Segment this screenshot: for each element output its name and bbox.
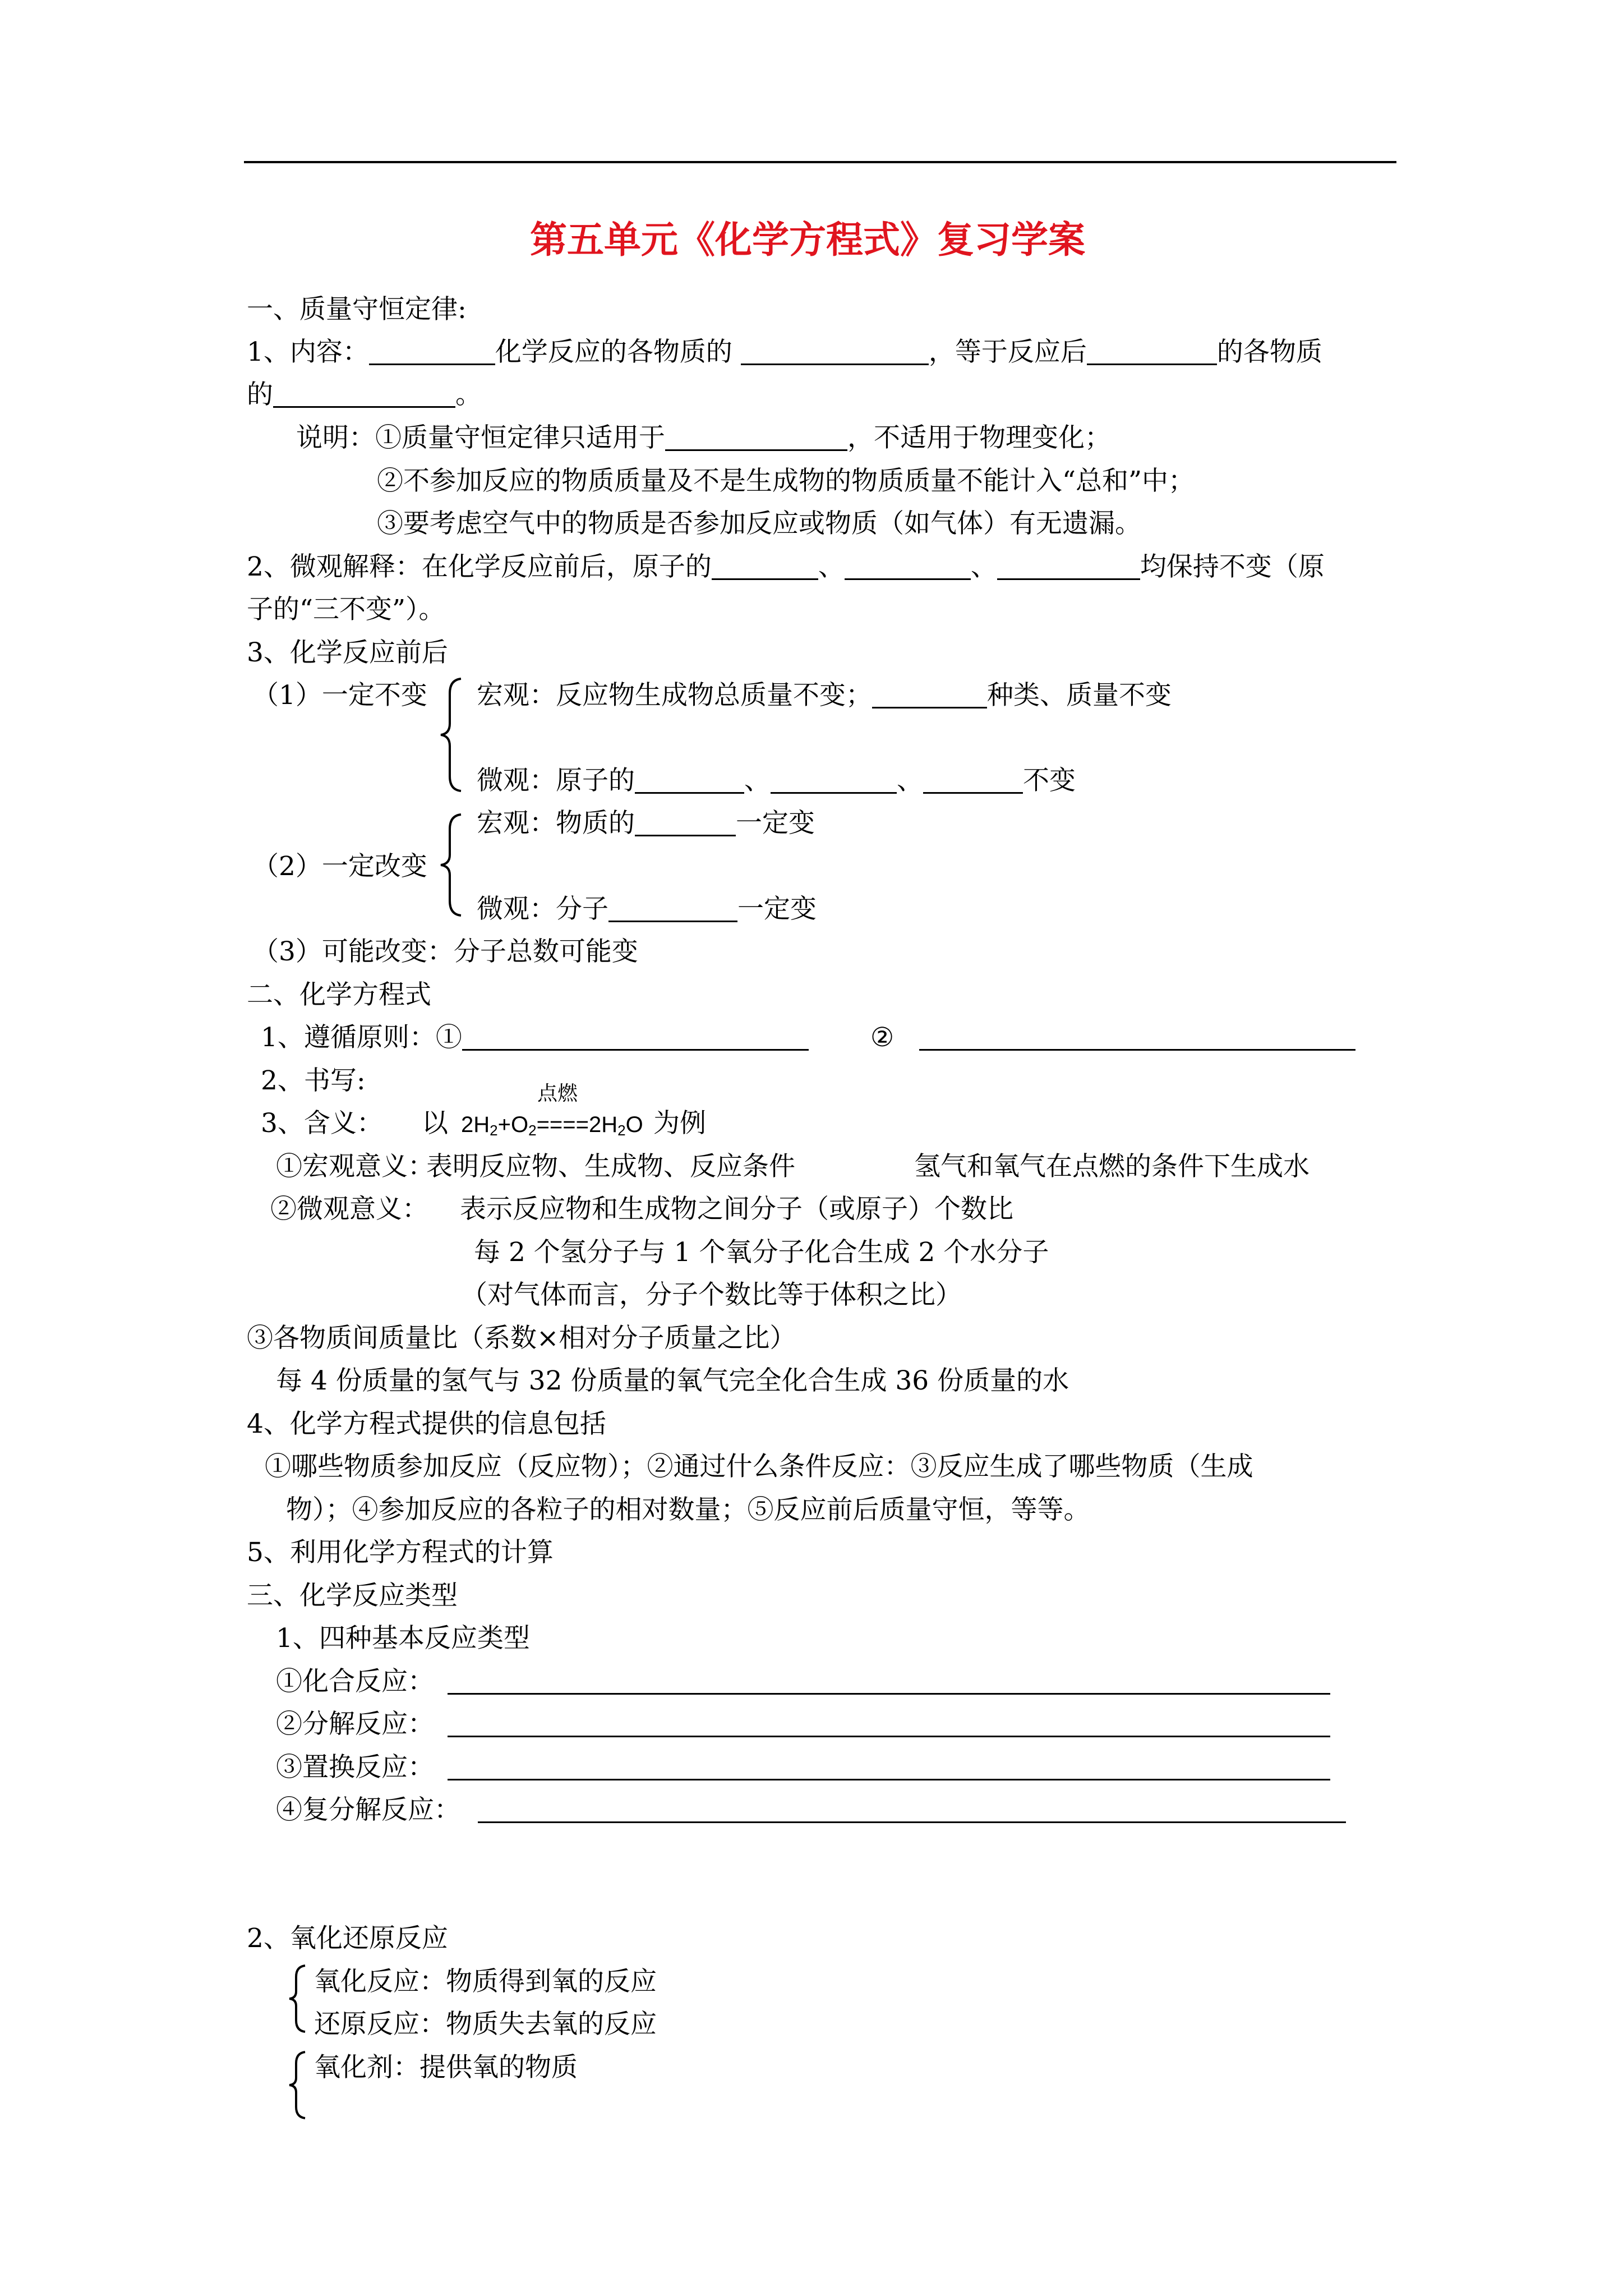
blank-field[interactable] xyxy=(635,770,744,794)
content-line: 氧化反应：物质得到氧的反应 xyxy=(314,1966,657,1997)
content-line: 子的“三不变”）。 xyxy=(247,594,445,625)
left-brace-icon xyxy=(287,2050,307,2120)
content-line: 微观：分子 一定变 xyxy=(477,894,817,924)
content-line: 1、四种基本反应类型 xyxy=(276,1623,530,1654)
content-line: ② xyxy=(870,1024,1355,1051)
content-line: 宏观：反应物生成物总质量不变； 种类、质量不变 xyxy=(477,680,1172,711)
content-line: （对气体而言，分子个数比等于体积之比） xyxy=(461,1280,962,1310)
content-line: （3）可能改变：分子总数可能变 xyxy=(252,936,638,967)
blank-field[interactable] xyxy=(462,1027,809,1051)
content-line: 2、书写: xyxy=(261,1065,366,1096)
chemical-equation: $2H_2+O_2====2H_2O$ xyxy=(461,1112,643,1139)
content-line: 每 4 份质量的氢气与 32 份质量的氧气完全化合生成 36 份质量的水 xyxy=(276,1365,1069,1396)
page-title: 第五单元《化学方程式》复习学案 xyxy=(530,218,1085,261)
blank-field[interactable] xyxy=(448,1779,1330,1780)
blank-field[interactable] xyxy=(872,684,987,708)
content-line: ①哪些物质参加反应（反应物）；②通过什么条件反应：③反应生成了哪些物质（生成 xyxy=(265,1451,1253,1482)
reaction-type-label: ①化合反应： xyxy=(276,1666,434,1697)
content-line: 氢气和氧气在点燃的条件下生成水 xyxy=(914,1151,1310,1182)
blank-field[interactable] xyxy=(369,341,495,365)
blank-field[interactable] xyxy=(741,341,929,365)
content-line: ①宏观意义： xyxy=(276,1151,434,1182)
left-brace-icon xyxy=(437,677,465,793)
note-line: ②不参加反应的物质质量及不是生成物的物质质量不能计入“总和”中； xyxy=(377,466,1195,496)
content-line: 3、化学反应前后 xyxy=(247,637,448,668)
content-line: 以 xyxy=(422,1108,448,1139)
content-line: 氧化剂：提供氧的物质 xyxy=(314,2052,578,2083)
content-line: 表明反应物、生成物、反应条件 xyxy=(426,1151,795,1182)
section-heading: 一、质量守恒定律: xyxy=(247,294,467,325)
content-line: 宏观：物质的 一定变 xyxy=(477,808,815,839)
content-line: 1、遵循原则：① xyxy=(261,1024,809,1051)
content-line: 1、内容： 化学反应的各物质的 ，等于反应后 的各物质 xyxy=(247,337,1322,367)
content-line: 2、氧化还原反应 xyxy=(247,1923,448,1954)
section-heading: 三、化学反应类型 xyxy=(247,1580,458,1611)
reaction-type-label: ②分解反应： xyxy=(276,1709,434,1740)
blank-field[interactable] xyxy=(665,427,847,451)
content-line: 的 。 xyxy=(247,379,482,410)
header-rule xyxy=(244,161,1396,163)
blank-field[interactable] xyxy=(478,1821,1346,1823)
item-label: （1）一定不变 xyxy=(252,680,427,711)
content-line: ③各物质间质量比（系数×相对分子质量之比） xyxy=(247,1323,796,1354)
content-line: 3、含义： xyxy=(261,1108,383,1139)
blank-field[interactable] xyxy=(635,812,736,836)
content-line: 5、利用化学方程式的计算 xyxy=(247,1537,554,1568)
content-line: 物）；④参加反应的各粒子的相对数量；⑤反应前后质量守恒，等等。 xyxy=(286,1494,1090,1525)
content-line: 还原反应：物质失去氧的反应 xyxy=(314,2009,657,2040)
content-line: 4、化学方程式提供的信息包括 xyxy=(247,1409,606,1439)
blank-field[interactable] xyxy=(1087,341,1217,365)
blank-field[interactable] xyxy=(608,898,737,922)
blank-field[interactable] xyxy=(919,1027,1355,1051)
blank-field[interactable] xyxy=(448,1693,1330,1695)
item-label: （2）一定改变 xyxy=(252,851,427,882)
content-line: ②微观意义： xyxy=(270,1194,428,1225)
left-brace-icon xyxy=(287,1963,307,2034)
blank-field[interactable] xyxy=(448,1736,1330,1737)
blank-field[interactable] xyxy=(712,556,818,580)
content-line: 为例 xyxy=(653,1108,706,1139)
blank-field[interactable] xyxy=(845,556,971,580)
blank-field[interactable] xyxy=(771,770,897,794)
blank-field[interactable] xyxy=(923,770,1023,794)
note-line: 说明：①质量守恒定律只适用于 ，不适用于物理变化； xyxy=(296,422,1111,453)
reaction-type-label: ④复分解反应： xyxy=(276,1795,460,1825)
reaction-condition: 点燃 xyxy=(537,1082,578,1105)
content-line: 每 2 个氢分子与 1 个氧分子化合生成 2 个水分子 xyxy=(474,1237,1049,1268)
blank-field[interactable] xyxy=(997,556,1140,580)
reaction-type-label: ③置换反应： xyxy=(276,1752,434,1783)
section-heading: 二、化学方程式 xyxy=(247,979,431,1010)
content-line: 2、微观解释：在化学反应前后，原子的 、 、 均保持不变（原 xyxy=(247,551,1325,582)
blank-field[interactable] xyxy=(273,384,455,408)
note-line: ③要考虑空气中的物质是否参加反应或物质（如气体）有无遗漏。 xyxy=(377,508,1141,539)
content-line: 表示反应物和生成物之间分子（或原子）个数比 xyxy=(460,1194,1013,1225)
left-brace-icon xyxy=(437,812,465,918)
content-line: 微观：原子的 、 、 不变 xyxy=(477,765,1076,796)
